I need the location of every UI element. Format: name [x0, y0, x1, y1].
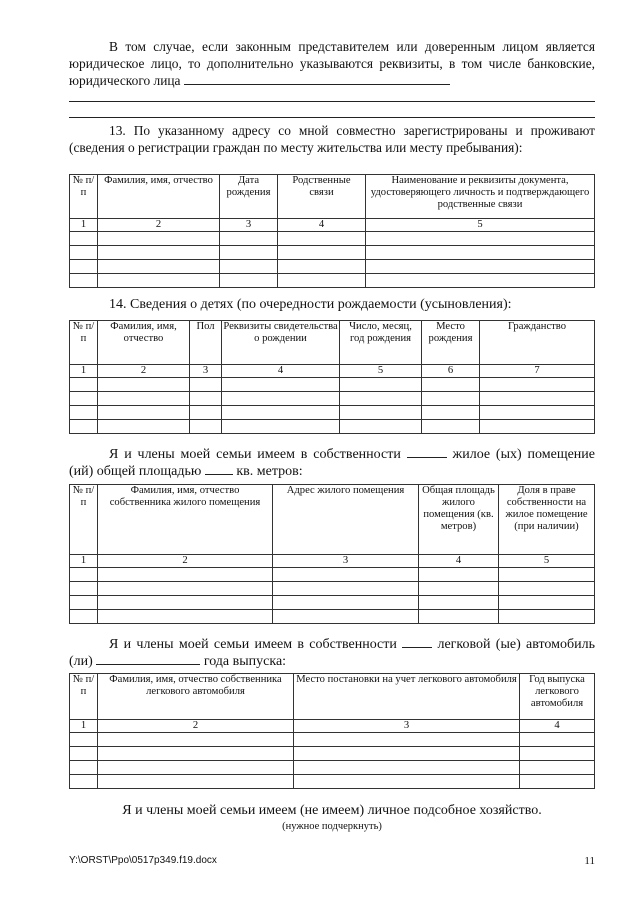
- header-cell: № п/п: [70, 175, 98, 219]
- number-cell: 4: [222, 365, 340, 378]
- table-cars: [69, 673, 595, 789]
- number-cell: 6: [422, 365, 480, 378]
- number-cell: 5: [340, 365, 422, 378]
- number-cell: 2: [98, 720, 294, 733]
- blank-line: [407, 446, 447, 458]
- table-row: [70, 406, 595, 420]
- number-cell: 2: [98, 555, 273, 568]
- section-14-text: 14. Сведения о детях (по очередности рождаемости (усыновления):: [109, 297, 512, 312]
- table-header-row: [70, 175, 595, 219]
- number-cell: 3: [273, 555, 419, 568]
- table-row: [70, 775, 595, 789]
- farm-text: Я и члены моей семьи имеем (не имеем) личное подсобное хозяйство.: [122, 803, 542, 818]
- representative-paragraph: [69, 38, 595, 89]
- car-text-a: Я и члены моей семьи имеем в собственности: [109, 637, 397, 652]
- table-row: [70, 568, 595, 582]
- number-cell: 4: [278, 219, 366, 232]
- header-cell: № п/п: [70, 321, 98, 365]
- section-13-text: 13. По указанному адресу со мной совместно зарегистрированы и проживают (сведения о регистрации граждан по месту жительства или месту пребывания):: [69, 123, 595, 155]
- footer-file-path: Y:\ORST\Ppo\0517p349.f19.docx: [69, 855, 217, 866]
- number-cell: 1: [70, 219, 98, 232]
- number-cell: 5: [499, 555, 595, 568]
- table-housing: [69, 484, 595, 624]
- blank-line: [402, 636, 432, 648]
- number-cell: 1: [70, 555, 98, 568]
- table-row: [70, 246, 595, 260]
- number-cell: 1: [70, 365, 98, 378]
- header-cell: Фамилия, имя, отчество собственника жилого помещения: [98, 485, 273, 555]
- number-cell: 2: [98, 365, 190, 378]
- blank-line: [69, 101, 595, 102]
- housing-text-b: жилое (ых) помещение (ий) общей площадью: [69, 447, 596, 479]
- blank-line: [205, 463, 233, 475]
- header-cell: Место постановки на учет легкового автомобиля: [294, 674, 520, 720]
- header-cell: Фамилия, имя, отчество: [98, 321, 190, 365]
- table-row: [70, 596, 595, 610]
- table-row: [70, 232, 595, 246]
- number-cell: 7: [480, 365, 595, 378]
- housing-text-c: кв. метров:: [236, 464, 303, 479]
- car-text: [69, 636, 595, 670]
- table-number-row: [70, 219, 595, 232]
- header-cell: Пол: [190, 321, 222, 365]
- table-row: [70, 610, 595, 624]
- table-row: [70, 582, 595, 596]
- table-row: [70, 260, 595, 274]
- header-cell: Гражданство: [480, 321, 595, 365]
- table-row: [70, 378, 595, 392]
- header-cell: Число, месяц, год рождения: [340, 321, 422, 365]
- header-cell: Реквизиты свидетельства о рождении: [222, 321, 340, 365]
- blank-line: [250, 73, 450, 85]
- number-cell: 3: [190, 365, 222, 378]
- housing-text: [69, 446, 595, 480]
- number-cell: 2: [98, 219, 220, 232]
- number-cell: 1: [70, 720, 98, 733]
- number-cell: 4: [419, 555, 499, 568]
- header-cell: Адрес жилого помещения: [273, 485, 419, 555]
- header-cell: Дата рождения: [220, 175, 278, 219]
- header-cell: Общая площадь жилого помещения (кв. метров): [419, 485, 499, 555]
- farm-note: (нужное подчеркнуть): [282, 821, 382, 832]
- header-cell: Доля в праве собственности на жилое помещение (при наличии): [499, 485, 595, 555]
- table-number-row: [70, 365, 595, 378]
- number-cell: 3: [220, 219, 278, 232]
- header-cell: № п/п: [70, 485, 98, 555]
- table-row: [70, 761, 595, 775]
- table-row: [70, 733, 595, 747]
- car-text-c: года выпуска:: [203, 654, 287, 669]
- header-cell: Место рождения: [422, 321, 480, 365]
- table-number-row: [70, 720, 595, 733]
- table-cohabitants: [69, 174, 595, 288]
- housing-text-a: Я и члены моей семьи имеем в собственности: [109, 447, 401, 462]
- header-cell: Год выпуска легкового автомобиля: [520, 674, 595, 720]
- blank-line: [69, 117, 595, 118]
- header-cell: Фамилия, имя, отчество: [98, 175, 220, 219]
- blank-line: [96, 653, 200, 665]
- page-number: 11: [584, 855, 595, 867]
- number-cell: 4: [520, 720, 595, 733]
- header-cell: № п/п: [70, 674, 98, 720]
- table-row: [70, 392, 595, 406]
- table-header-row: [70, 321, 595, 365]
- table-header-row: [70, 674, 595, 720]
- table-row: [70, 747, 595, 761]
- blank-line: [184, 73, 250, 85]
- car-text-b: легковой (ые) автомобиль (ли): [69, 637, 596, 669]
- table-number-row: [70, 555, 595, 568]
- representative-text: В том случае, если законным представителем или доверенным лицом является юридическое лицо, то дополнительно указываются реквизиты, в том числе банковские, юридического лица: [69, 39, 595, 88]
- number-cell: 5: [366, 219, 595, 232]
- number-cell: 3: [294, 720, 520, 733]
- table-children: [69, 320, 595, 434]
- header-cell: Наименование и реквизиты документа, удостоверяющего личность и подтверждающего родственные связи: [366, 175, 595, 219]
- table-row: [70, 420, 595, 434]
- table-header-row: [70, 485, 595, 555]
- table-row: [70, 274, 595, 288]
- header-cell: Фамилия, имя, отчество собственника легкового автомобиля: [98, 674, 294, 720]
- header-cell: Родственные связи: [278, 175, 366, 219]
